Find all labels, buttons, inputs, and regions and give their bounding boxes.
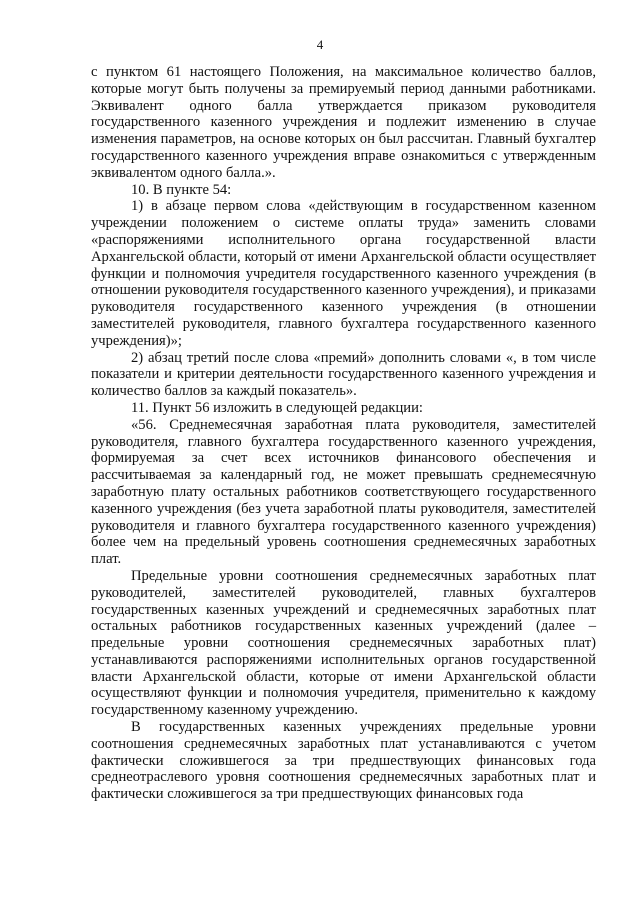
page-number: 4 (316, 37, 324, 52)
paragraph-item-10-2: 2) абзац третий после слова «премий» дополнить словами «, в том числе показатели и критерии деятельности государственного казенного учреждения и количество баллов за каждый показатель». (91, 349, 596, 400)
paragraph-item-10-1: 1) в абзаце первом слова «действующим в государственном казенном учреждении положением о системе оплаты труда» заменить словами «распоряжениями исполнительного органа государственной власти Архангельской области, который от имени Архангельской области осуществляет функции и полномочия учредителя государственного казенного учреждения (в отношении руководителя государственного казенного учреждения), и приказами руководителя государственного казенного учреждения (в отношении заместителей руководителя, главного бухгалтера государственного казенного учреждения)»; (91, 198, 596, 349)
paragraph-item-10: 10. В пункте 54: (131, 181, 232, 198)
paragraph-item-11: 11. Пункт 56 изложить в следующей редакции: (131, 399, 423, 416)
paragraph-clause-56: «56. Среднемесячная заработная плата руководителя, заместителей руководителя, главного бухгалтера государственного казенного учреждения, формируемая за счет всех источников финансового обеспечения и рассчитываемая за календарный год, не может превышать среднемесячную заработную плату остальных работников соответствующего государственного казенного учреждения (без учета заработной платы руководителя, заместителей руководителя и главного бухгалтера государственного казенного учреждения) более чем на предельный уровень соотношения среднемесячных заработных плат. (91, 416, 596, 568)
paragraph-continuation: с пунктом 61 настоящего Положения, на максимальное количество баллов, которые могут быть получены за премируемый период данными работниками. Эквивалент одного балла утверждается приказом руководителя государственного казенного учреждения и подлежит изменению в случае изменения параметров, на основе которых он был рассчитан. Главный бухгалтер государственного казенного учреждения вправе ознакомиться с утвержденным эквивалентом одного балла.». (91, 64, 596, 181)
document-body (91, 64, 596, 803)
paragraph-institutions: В государственных казенных учреждениях предельные уровни соотношения среднемесячных заработных плат устанавливаются с учетом фактически сложившегося за три предшествующих финансовых года среднеотраслевого уровня соотношения среднемесячных заработных плат и фактически сложившегося за три предшествующих финансовых года (91, 719, 596, 803)
paragraph-limits: Предельные уровни соотношения среднемесячных заработных плат руководителей, заместителей руководителей, главных бухгалтеров государственных казенных учреждений и среднемесячных заработных плат остальных работников государственных казенных учреждений (далее – предельные уровни соотношения среднемесячных заработных плат) устанавливаются распоряжениями исполнительных органов государственной власти Архангельской области, которые от имени Архангельской области осуществляют функции и полномочия учредителя, применительно к каждому государственному казенному учреждению. (91, 567, 596, 719)
